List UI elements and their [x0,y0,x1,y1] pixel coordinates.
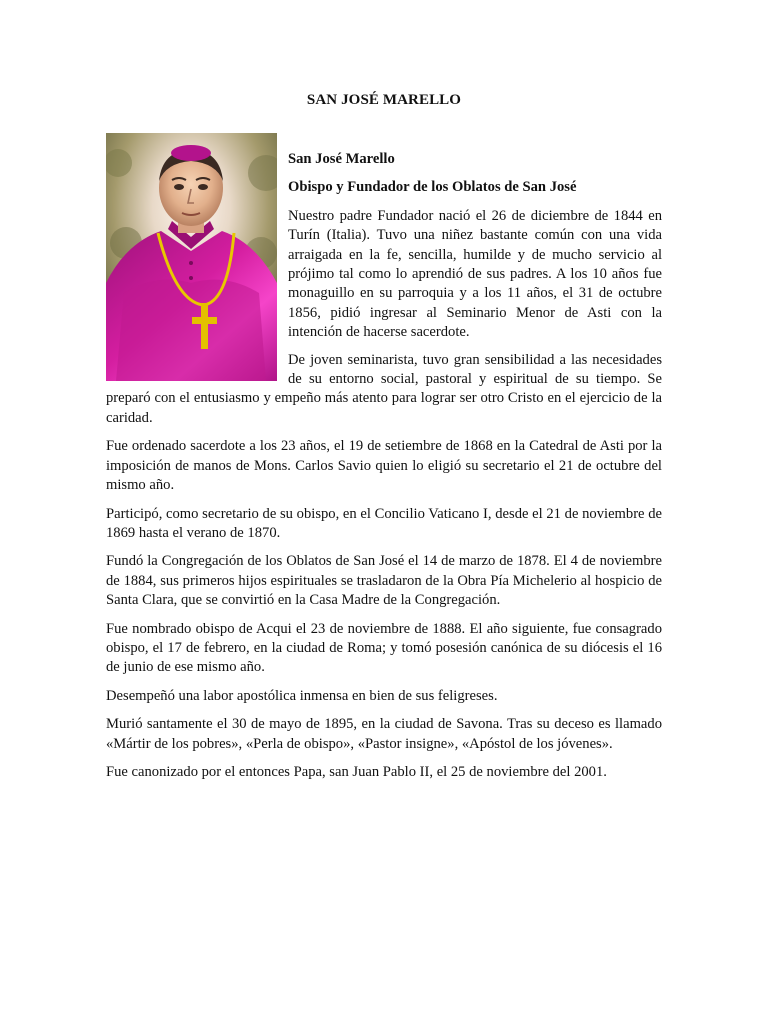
paragraph-congregation: Fundó la Congregación de los Oblatos de San José el 14 de marzo de 1878. El 4 de noviembre de 1884, sus primeros hijos espirituales se trasladaron de la Obra Pía Michelerio al hospicio de Santa Clara, que se convirtió en la Casa Madre de la Congregación. [106,553,662,609]
paragraph-apostolic-work: Desempeñó una labor apostólica inmensa en bien de sus feligreses. [106,687,498,704]
paragraph-ordination: Fue ordenado sacerdote a los 23 años, el 19 de setiembre de 1868 en la Catedral de Asti por la imposición de manos de Mons. Carlos Savio quien lo eligió su secretario el 21 de octubre del mismo año. [106,438,662,494]
paragraph-vatican-council: Participó, como secretario de su obispo, en el Concilio Vaticano I, desde el 21 de noviembre de 1869 hasta el verano de 1870. [106,505,662,541]
paragraph-bishop: Fue nombrado obispo de Acqui el 23 de noviembre de 1888. El año siguiente, fue consagrado obispo, el 17 de febrero, en la ciudad de Roma; y tomó posesión canónica de su diócesis el 16 de junio de ese mismo año. [106,620,662,676]
heading-saint-name: San José Marello [288,151,395,167]
paragraph-death: Murió santamente el 30 de mayo de 1895, en la ciudad de Savona. Tras su deceso es llamado «Mártir de los pobres», «Perla de obispo», «Pastor insigne», «Apóstol de los jóvenes». [106,716,662,752]
paragraph-canonization: Fue canonizado por el entonces Papa, san Juan Pablo II, el 25 de noviembre del 2001. [106,763,607,780]
portrait-text-wrap-spacer [106,150,288,386]
heading-saint-role: Obispo y Fundador de los Oblatos de San José [288,179,577,196]
document-body [106,150,662,791]
document-title: SAN JOSÉ MARELLO [306,92,462,108]
paragraph-birth: Nuestro padre Fundador nació el 26 de diciembre de 1844 en Turín (Italia). Tuvo una niñez bastante común con una vida arraigada en la fe, sencilla, humilde y de mucho servicio al prójimo tal como lo aprendió de sus padres. A los 10 años fue monaguillo en su parroquia y a los 11 años, el 31 de octubre 1856, pidió ingresar al Seminario Menor de Asti con la intención de hacerse sacerdote. [288,207,662,341]
paragraph-seminarian: De joven seminarista, tuvo gran sensibilidad a las necesidades de su entorno social, pastoral y espiritual de su tiempo. Se preparó con el entusiasmo y empeño más atento para lograr ser otro Cristo en el ejercicio de la caridad. [106,351,662,426]
